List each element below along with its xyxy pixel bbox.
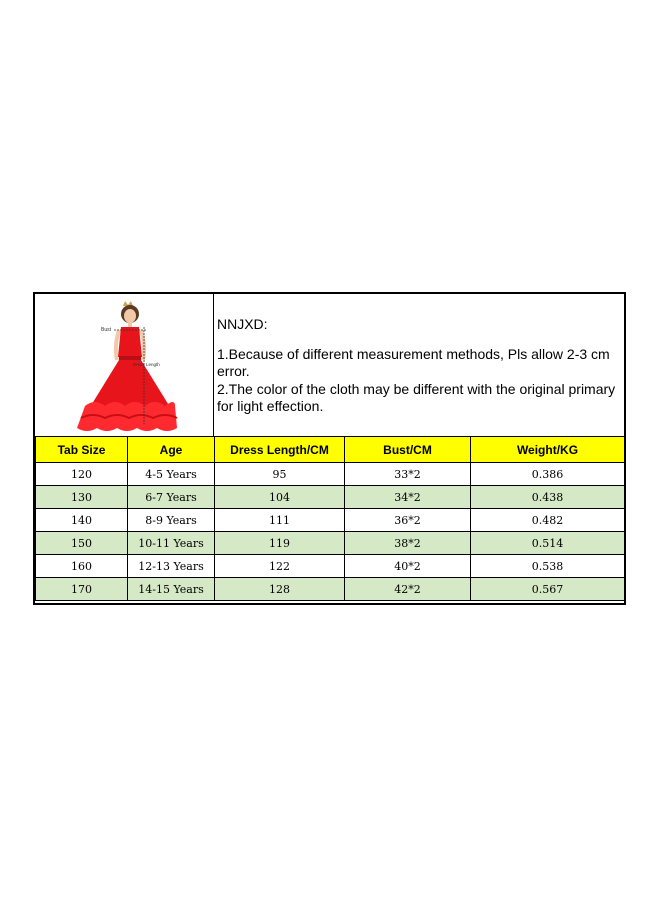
cell-bust: 34*2 [345, 486, 471, 509]
cell-bust: 40*2 [345, 555, 471, 578]
cell-tab-size: 140 [36, 509, 128, 532]
dress-image [35, 294, 214, 436]
cell-tab-size: 120 [36, 463, 128, 486]
note-2: 2.The color of the cloth may be different with the original primary for light effection. [217, 380, 616, 414]
size-chart [33, 292, 626, 605]
cell-weight: 0.386 [471, 463, 625, 486]
bust-label: Bust [101, 327, 112, 333]
header-weight: Weight/KG [471, 437, 625, 463]
table-row [36, 509, 625, 532]
table-header-row [36, 437, 625, 463]
cell-weight: 0.514 [471, 532, 625, 555]
cell-tab-size: 160 [36, 555, 128, 578]
cell-age: 4-5 Years [128, 463, 215, 486]
cell-dress-length: 111 [215, 509, 345, 532]
header-bust: Bust/CM [345, 437, 471, 463]
cell-weight: 0.482 [471, 509, 625, 532]
table-row [36, 532, 625, 555]
cell-tab-size: 130 [36, 486, 128, 509]
cell-age: 14-15 Years [128, 578, 215, 601]
header-dress-length: Dress Length/CM [215, 437, 345, 463]
table-row [36, 463, 625, 486]
size-table [35, 436, 625, 601]
cell-dress-length: 119 [215, 532, 345, 555]
dress-length-label: Dress Length [133, 362, 160, 367]
sash [119, 356, 141, 360]
table-row [36, 486, 625, 509]
bodice [118, 327, 142, 357]
cell-bust: 33*2 [345, 463, 471, 486]
cell-weight: 0.438 [471, 486, 625, 509]
note-1: 1.Because of different measurement methods, Pls allow 2-3 cm error. [217, 345, 610, 379]
notes-block [217, 316, 622, 416]
table-row [36, 555, 625, 578]
cell-dress-length: 128 [215, 578, 345, 601]
cell-dress-length: 122 [215, 555, 345, 578]
table-row [36, 578, 625, 601]
cell-age: 10-11 Years [128, 532, 215, 555]
chart-top-section [35, 294, 624, 437]
face [124, 309, 136, 323]
cell-weight: 0.567 [471, 578, 625, 601]
dress-illustration [35, 294, 213, 436]
header-age: Age [128, 437, 215, 463]
cell-bust: 36*2 [345, 509, 471, 532]
cell-tab-size: 170 [36, 578, 128, 601]
cell-bust: 38*2 [345, 532, 471, 555]
cell-age: 6-7 Years [128, 486, 215, 509]
cell-weight: 0.538 [471, 555, 625, 578]
cell-dress-length: 95 [215, 463, 345, 486]
cell-tab-size: 150 [36, 532, 128, 555]
neck [128, 322, 132, 327]
header-tab-size: Tab Size [36, 437, 128, 463]
cell-bust: 42*2 [345, 578, 471, 601]
cell-dress-length: 104 [215, 486, 345, 509]
cell-age: 12-13 Years [128, 555, 215, 578]
brand-name: NNJXD: [217, 316, 268, 332]
cell-age: 8-9 Years [128, 509, 215, 532]
